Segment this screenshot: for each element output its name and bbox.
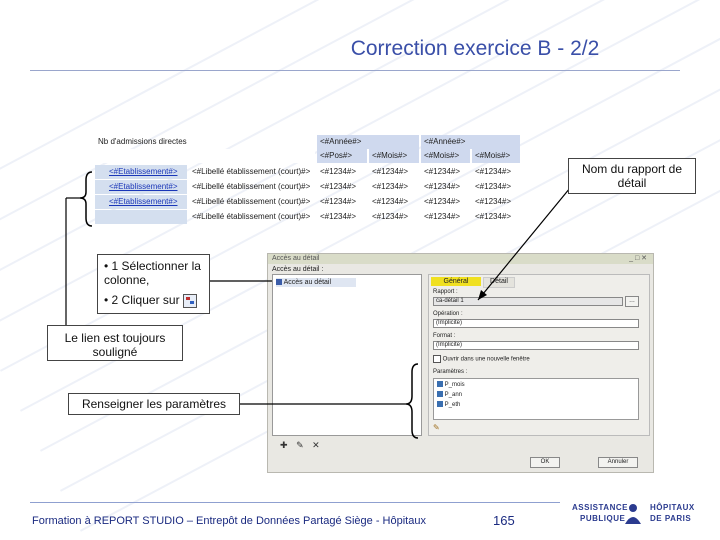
edit-param-icon[interactable]: ✎ bbox=[433, 423, 440, 432]
table-cell: <#Libellé établissement (court)#> bbox=[192, 182, 311, 191]
rapport-field[interactable]: ca-détail 1 bbox=[433, 297, 623, 306]
link-note-text: Le lien est toujours souligné bbox=[64, 331, 166, 359]
pos-header: <#Pos#> bbox=[317, 149, 367, 163]
tab-general[interactable]: Général bbox=[431, 277, 481, 286]
report-name-callout bbox=[568, 158, 696, 194]
year-header-1: <#Année#> bbox=[317, 135, 419, 149]
format-label: Format : bbox=[433, 333, 456, 339]
slide-title: Correction exercice B - 2/2 bbox=[350, 37, 600, 60]
mois-header: <#Mois#> bbox=[369, 149, 419, 163]
report-name-callout-text: Nom du rapport de détail bbox=[581, 162, 683, 190]
etablissement-link[interactable]: <#Etablissement#> bbox=[95, 195, 187, 209]
instruction-step-1: • 1 Sélectionner la colonne, bbox=[104, 259, 201, 287]
table-cell: <#1234#> bbox=[320, 182, 357, 191]
operation-label: Opération : bbox=[433, 311, 463, 317]
table-cell: <#1234#> bbox=[424, 167, 461, 176]
mois2-header: <#Mois#> bbox=[472, 149, 520, 163]
instructions-callout bbox=[97, 254, 210, 314]
table-cell: <#Libellé établissement (court)#> bbox=[192, 167, 311, 176]
table-cell: <#1234#> bbox=[424, 182, 461, 191]
rapport-label: Rapport : bbox=[433, 289, 458, 295]
param-row[interactable]: P_mois bbox=[437, 381, 465, 390]
report-header-title: Nb d'admissions directes bbox=[98, 137, 187, 146]
table-cell: <#1234#> bbox=[372, 212, 409, 221]
table-cell: <#1234#> bbox=[424, 212, 461, 221]
year-header-2: <#Année#> bbox=[421, 135, 520, 149]
param-row[interactable]: P_eth bbox=[437, 401, 460, 410]
param-row[interactable]: P_ann bbox=[437, 391, 462, 400]
pos2-header: <#Mois#> bbox=[421, 149, 470, 163]
format-select[interactable]: (Implicite) bbox=[433, 341, 639, 350]
footer-text: Formation à REPORT STUDIO – Entrepôt de Données Partagé Siège - Hôpitaux bbox=[32, 515, 426, 527]
table-cell: <#1234#> bbox=[475, 182, 512, 191]
etablissement-link[interactable]: <#Etablissement#> bbox=[95, 165, 187, 179]
params-label: Paramètres : bbox=[433, 369, 468, 375]
browse-button[interactable]: … bbox=[625, 296, 639, 307]
instruction-step-2: • 2 Cliquer sur bbox=[104, 293, 180, 307]
tab-detail[interactable]: Détail bbox=[483, 277, 515, 288]
params-callout bbox=[68, 393, 240, 415]
new-window-label: Ouvrir dans une nouvelle fenêtre bbox=[442, 356, 530, 363]
list-item[interactable]: Accès au détail bbox=[276, 278, 356, 287]
table-cell: <#1234#> bbox=[320, 167, 357, 176]
table-cell: <#1234#> bbox=[372, 197, 409, 206]
table-cell: <#1234#> bbox=[320, 212, 357, 221]
link-note-callout bbox=[47, 325, 183, 361]
table-cell: <#1234#> bbox=[372, 182, 409, 191]
table-cell: <#1234#> bbox=[320, 197, 357, 206]
drill-through-icon bbox=[183, 294, 197, 308]
table-cell: <#Libellé établissement (court)#> bbox=[192, 212, 311, 221]
table-cell: <#1234#> bbox=[475, 167, 512, 176]
add-icon[interactable]: ✚ bbox=[280, 440, 288, 450]
table-cell: <#1234#> bbox=[372, 167, 409, 176]
list-label: Accès au détail : bbox=[272, 266, 324, 273]
window-controls-icon[interactable]: _ □ ✕ bbox=[629, 255, 647, 262]
ok-button[interactable]: OK bbox=[530, 457, 560, 468]
table-cell: <#1234#> bbox=[475, 197, 512, 206]
table-cell: <#1234#> bbox=[424, 197, 461, 206]
operation-select[interactable]: (Implicite) bbox=[433, 319, 639, 328]
cancel-button[interactable]: Annuler bbox=[598, 457, 638, 468]
table-cell: <#Libellé établissement (court)#> bbox=[192, 197, 311, 206]
edit-icon[interactable]: ✎ bbox=[296, 440, 304, 450]
delete-icon[interactable]: ✕ bbox=[312, 440, 320, 450]
table-cell: <#1234#> bbox=[475, 212, 512, 221]
page-number: 165 bbox=[493, 513, 515, 528]
params-callout-text: Renseigner les paramètres bbox=[81, 397, 227, 411]
dialog-title: Accès au détail bbox=[272, 255, 320, 262]
etablissement-link[interactable]: <#Etablissement#> bbox=[95, 180, 187, 194]
